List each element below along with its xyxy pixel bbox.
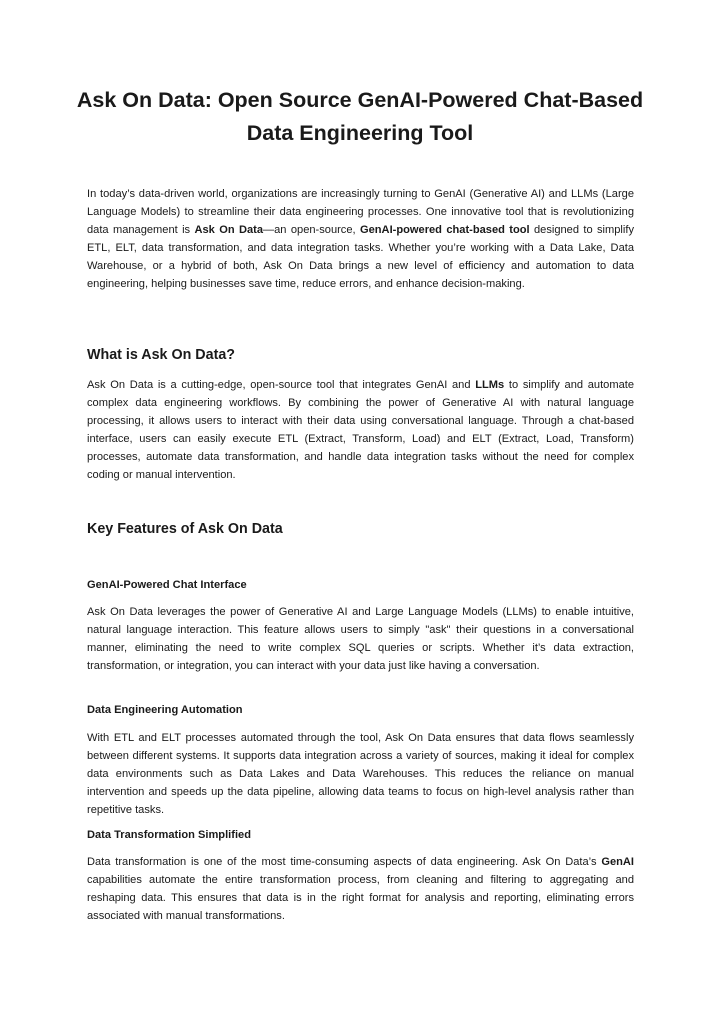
document-title: Ask On Data: Open Source GenAI-Powered Chat-Based Data Engineering Tool	[76, 88, 644, 145]
feature-2-paragraph: With ETL and ELT processes automated through the tool, Ask On Data ensures that data flows seamlessly between different systems. It supports data integration across a variety of sources, making it ideal for complex data environments such as Data Lakes and Data Warehouses. This reduces the reliance on manual intervention and speeds up the data pipeline, allowing data teams to focus on high-level analysis rather than repetitive tasks.	[87, 732, 634, 816]
feature-3-text-2: capabilities automate the entire transformation process, from cleaning and filtering to aggregating and reshaping data. This ensures that data is in the right format for analysis and reporting, eliminating errors associated with manual transformations.	[87, 874, 634, 922]
what-is-paragraph	[87, 376, 634, 484]
intro-bold-ask-on-data: Ask On Data	[194, 224, 264, 236]
intro-text-1: In today’s data-driven world, organizations are increasingly turning to GenAI (Generative AI) and LLMs (Large Language Models) to streamline their data engineering processes. One innovative tool that is revolutionizing data management is	[87, 188, 634, 236]
intro-text-2: —an open-source,	[263, 224, 360, 236]
feature-3-paragraph	[87, 853, 634, 925]
what-is-heading: What is Ask On Data?	[87, 347, 236, 363]
what-is-bold-llms: LLMs	[475, 379, 505, 391]
feature-3-text-1: Data transformation is one of the most time-consuming aspects of data engineering. Ask On Data’s	[87, 856, 602, 868]
intro-paragraph	[87, 185, 634, 293]
key-features-heading: Key Features of Ask On Data	[87, 521, 283, 537]
intro-bold-genai-tool: GenAI-powered chat-based tool	[359, 224, 530, 236]
intro-text-3: designed to simplify ETL, ELT, data transformation, and data integration tasks. Whether you’re working with a Data Lake, Data Warehouse, or a hybrid of both, Ask On Data brings a new level of efficiency and automation to data engineering, helping businesses save time, reduce errors, and enhance decision-making.	[87, 224, 634, 290]
feature-1-paragraph: Ask On Data leverages the power of Generative AI and Large Language Models (LLMs) to enable intuitive, natural language interaction. This feature allows users to simply "ask" their questions in a conversational manner, eliminating the need to write complex SQL queries or scripts. Whether it’s data extraction, transformation, or integration, you can interact with your data just like having a conversation.	[87, 606, 634, 672]
feature-2-heading: Data Engineering Automation	[87, 704, 243, 716]
what-is-text-1: Ask On Data is a cutting-edge, open-source tool that integrates GenAI and	[87, 379, 476, 391]
feature-3-heading: Data Transformation Simplified	[87, 829, 251, 841]
feature-3-bold-genai: GenAI	[601, 856, 634, 868]
feature-1-heading: GenAI-Powered Chat Interface	[87, 579, 247, 591]
what-is-text-2: to simplify and automate complex data engineering workflows. By combining the power of Generative AI with natural language processing, it allows users to interact with their data using conversational language. Through a chat-based interface, users can easily execute ETL (Extract, Transform, Load) and ELT (Extract, Load, Transform) processes, automate data transformation, and handle data integration tasks without the need for complex coding or manual intervention.	[87, 379, 634, 481]
